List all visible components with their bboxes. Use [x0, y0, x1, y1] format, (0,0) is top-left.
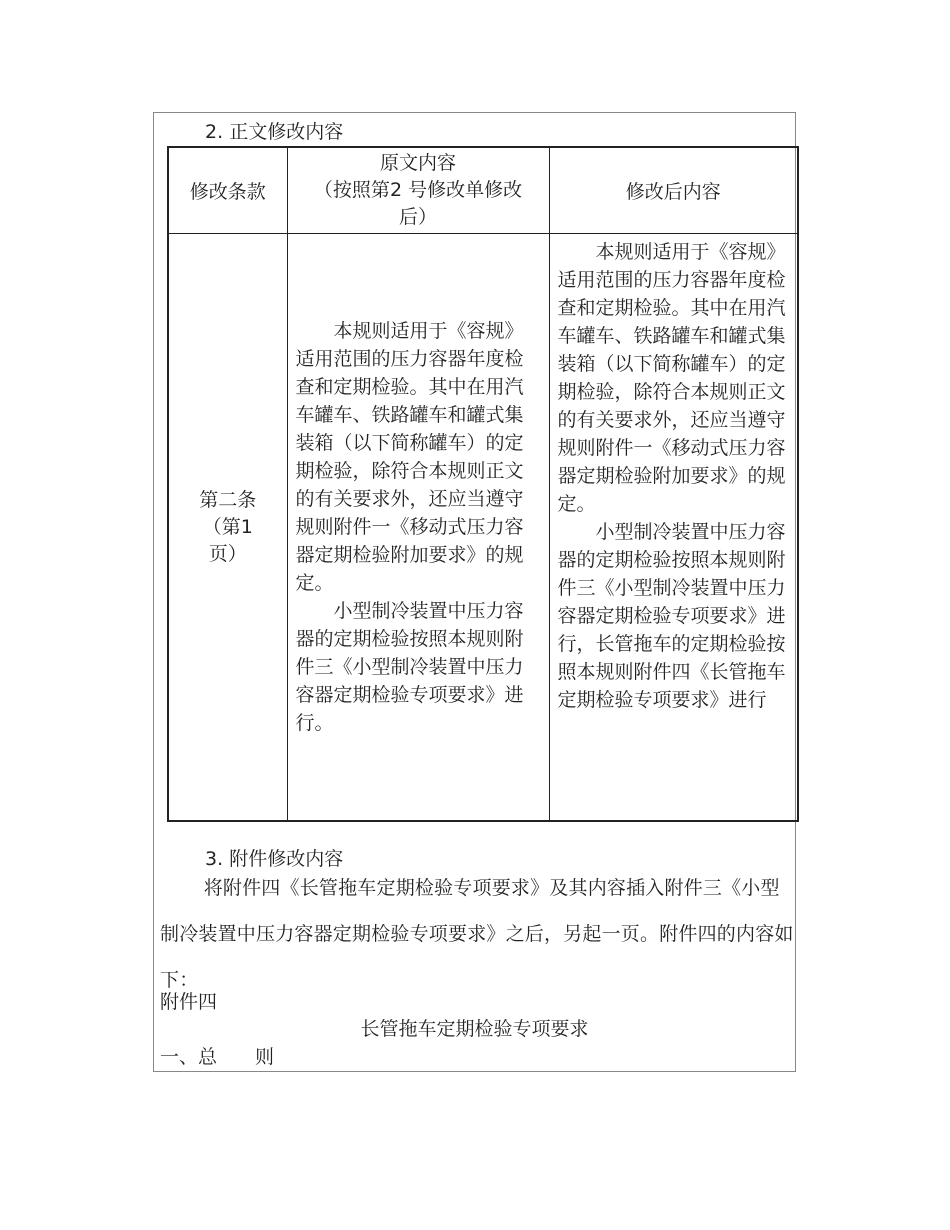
section-3-number: 3. — [205, 848, 224, 870]
header-clause: 修改条款 — [168, 147, 287, 234]
clause-number: 1 — [240, 515, 253, 538]
original-para-2: 小型制冷装置中压力容器的定期检验按照本规则附件三《小型制冷装置中压力容器定期检验专项要求》进行。 — [295, 600, 524, 734]
clause-line1: 第二条 — [199, 488, 257, 511]
header-original-text-a: （按照第 — [313, 179, 390, 201]
clause-line3: 页） — [208, 542, 247, 565]
header-original-number: 2 — [389, 179, 403, 201]
table-row — [168, 234, 798, 822]
body-paragraph: 将附件四《长管拖车定期检验专项要求》及其内容插入附件三《小型制冷装置中压力容器定期检验专项要求》之后，另起一页。附件四的内容如下： — [160, 877, 794, 991]
section-2-heading — [205, 119, 343, 145]
section-2-number: 2. — [205, 121, 224, 143]
clause-line2 — [169, 514, 287, 541]
original-para-1: 本规则适用于《容规》适用范围的压力容器年度检查和定期检验。其中在用汽车罐车、铁路罐车和罐式集装箱（以下简称罐车）的定期检验，除符合本规则正文的有关要求外，还应当遵守规则附件一《移动式压力容器定期检验附加要求》的规定。 — [295, 320, 524, 594]
table-header-row — [168, 147, 798, 234]
modified-para-1: 本规则适用于《容规》适用范围的压力容器年度检查和定期检验。其中在用汽车罐车、铁路罐车和罐式集装箱（以下简称罐车）的定期检验，除符合本规则正文的有关要求外，还应当遵守规则附件一《移动式压力容器定期检验附加要求》的规定。 — [557, 241, 786, 515]
section-3-title: 附件修改内容 — [229, 848, 344, 870]
appendix-label: 附件四 — [160, 991, 218, 1013]
chapter-heading: 一、总 则 — [160, 1046, 275, 1068]
appendix-title: 长管拖车定期检验专项要求 — [360, 1018, 589, 1040]
header-modified: 修改后内容 — [549, 147, 798, 234]
header-original-text-b: 号修改单修改 — [402, 179, 523, 201]
clause-cell — [168, 234, 287, 822]
modified-para-2: 小型制冷装置中压力容器的定期检验按照本规则附件三《小型制冷装置中压力容器定期检验专项要求》进行，长管拖车的定期检验按照本规则附件四《长管拖车定期检验专项要求》进行 — [557, 521, 786, 711]
header-original-line1: 原文内容 — [379, 152, 456, 174]
modified-content-cell — [549, 234, 798, 822]
clause-text-a: （第 — [202, 515, 241, 538]
original-content-cell — [287, 234, 549, 822]
header-original-line2 — [288, 177, 549, 204]
header-original — [287, 147, 549, 234]
header-original-line3: 后） — [398, 206, 437, 228]
section-2-title: 正文修改内容 — [229, 121, 344, 143]
amendment-table — [167, 146, 799, 822]
